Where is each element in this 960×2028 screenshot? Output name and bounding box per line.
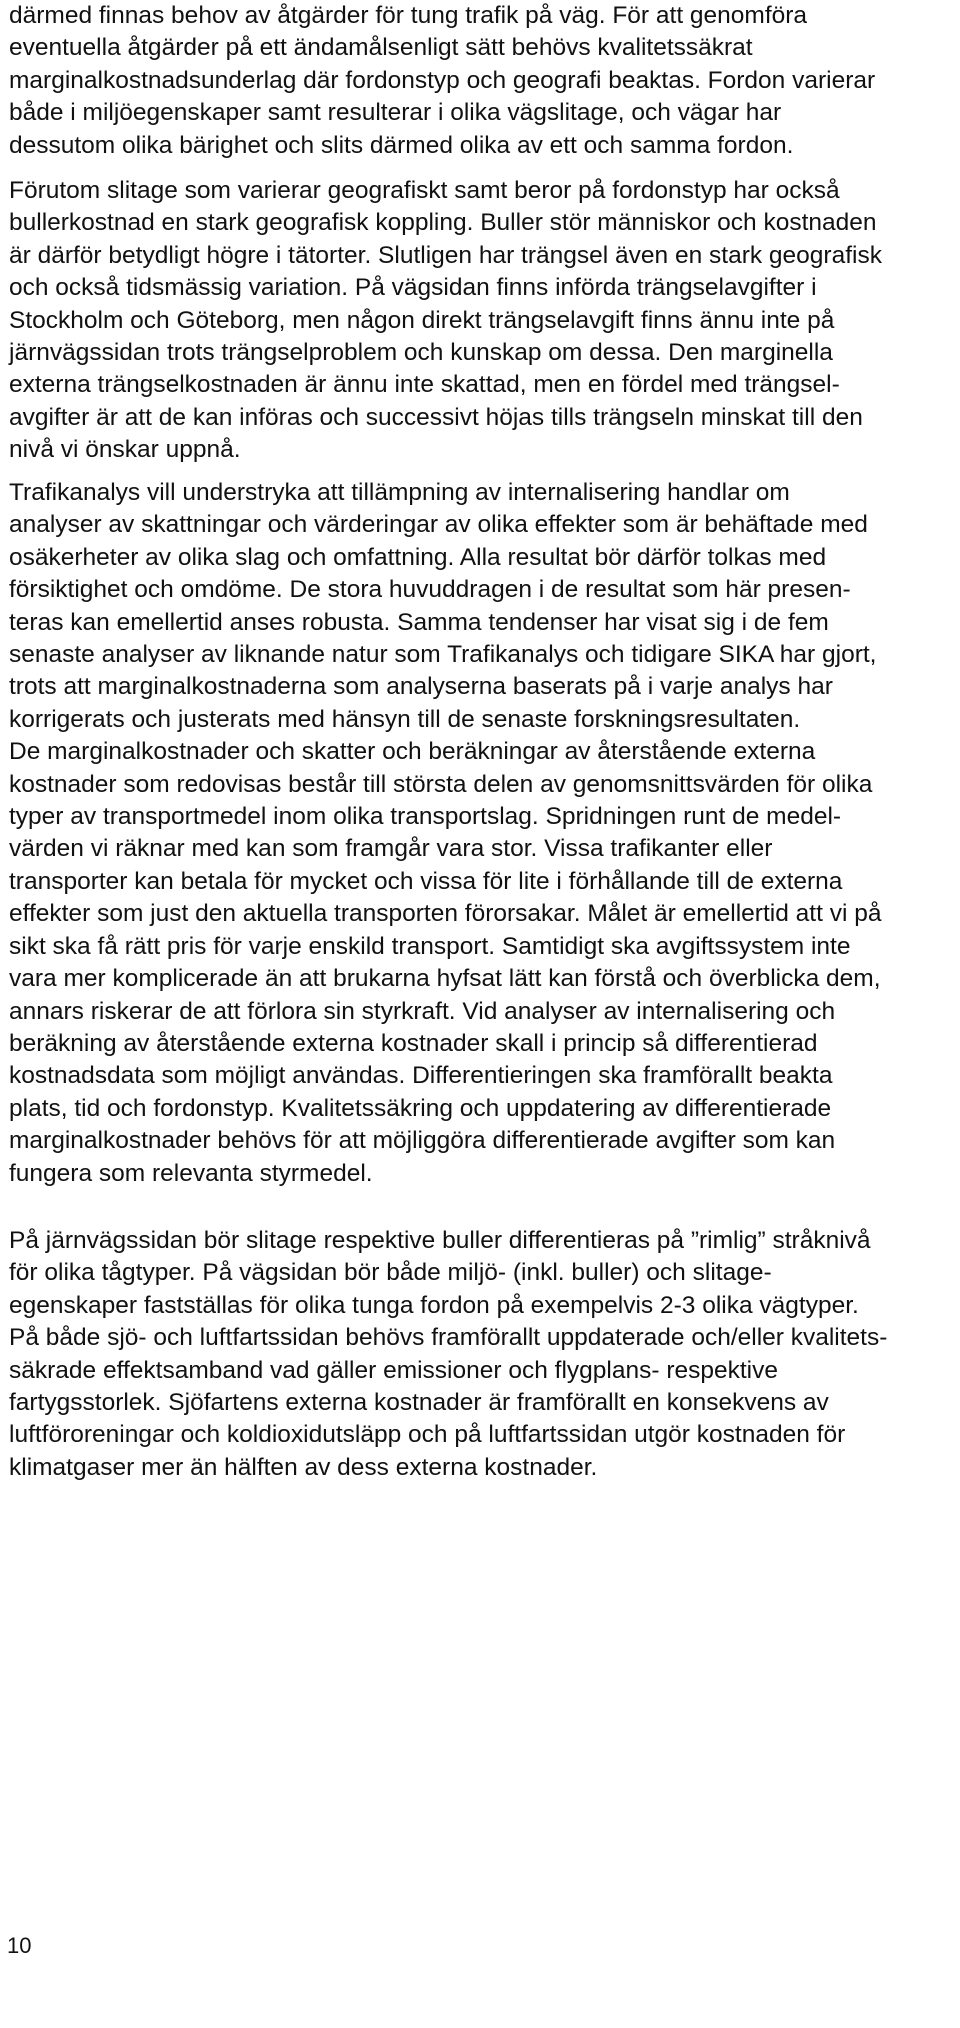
text-line: nivå vi önskar uppnå.	[9, 436, 241, 464]
text-line: sikt ska få rätt pris för varje enskild transport. Samtidigt ska avgiftssystem inte	[9, 932, 851, 960]
text-line: därmed finnas behov av åtgärder för tung trafik på väg. För att genomföra	[9, 2, 808, 29]
text-line: fungera som relevanta styrmedel.	[9, 1159, 373, 1187]
text-line: bullerkostnad en stark geografisk koppling. Buller stör människor och kostnaden	[9, 209, 877, 237]
text-line: klimatgaser mer än hälften av dess externa kostnader.	[9, 1453, 598, 1481]
text-line: marginalkostnadsunderlag där fordonstyp och geografi beaktas. Fordon varierar	[9, 66, 876, 94]
text-line: både i miljöegenskaper samt resulterar i olika vägslitage, och vägar har	[9, 99, 782, 127]
text-line: På både sjö- och luftfartssidan behövs framförallt uppdaterade och/eller kvalitets-	[9, 1324, 888, 1352]
text-line: transporter kan betala för mycket och vissa för lite i förhållande till de externa	[9, 867, 843, 895]
text-line: dessutom olika bärighet och slits därmed olika av ett och samma fordon.	[9, 131, 794, 159]
text-line: annars riskerar de att förlora sin styrkraft. Vid analyser av internalisering och	[9, 997, 836, 1025]
text-line: Trafikanalys vill understryka att tillämpning av internalisering handlar om	[9, 479, 790, 506]
text-line: På järnvägssidan bör slitage respektive buller differentieras på ”rimlig” stråknivå	[9, 1227, 871, 1254]
paragraph-heavy-traffic	[9, 0, 954, 162]
text-line: externa trängselkostnaden är ännu inte skattad, men en fördel med trängsel-	[9, 371, 840, 399]
text-line: eventuella åtgärder på ett ändamålsenligt sätt behövs kvalitetssäkrat	[9, 34, 753, 62]
text-line: och också tidsmässig variation. På vägsidan finns införda trängselavgifter i	[9, 274, 817, 302]
text-line: korrigerats och justerats med hänsyn till de senaste forskningsresultaten.	[9, 705, 801, 733]
text-line: järnvägssidan trots trängselproblem och kunskap om dessa. Den marginella	[9, 339, 833, 367]
text-line: trots att marginalkostnaderna som analyserna baserats på i varje analys har	[9, 673, 833, 701]
text-line: värden vi räknar med kan som framgår vara stor. Vissa trafikanter eller	[9, 835, 773, 863]
text-line: kostnader som redovisas består till största delen av genomsnittsvärden för olika	[9, 770, 873, 798]
text-line: osäkerheter av olika slag och omfattning. Alla resultat bör därför tolkas med	[9, 543, 827, 571]
paragraph-analysis-uncertainty	[9, 477, 954, 1190]
text-line: De marginalkostnader och skatter och beräkningar av återstående externa	[9, 738, 816, 766]
text-line: teras kan emellertid anses robusta. Samma tendenser har visat sig i de fem	[9, 608, 829, 636]
text-line: plats, tid och fordonstyp. Kvalitetssäkring och uppdatering av differentierade	[9, 1094, 832, 1122]
text-line: analyser av skattningar och värderingar av olika effekter som är behäftade med	[9, 511, 868, 539]
text-line: beräkning av återstående externa kostnader skall i princip så differentierad	[9, 1029, 818, 1057]
paragraph-differentiation	[9, 1225, 954, 1484]
paragraph-geographic-variation	[9, 175, 954, 467]
text-line: Förutom slitage som varierar geografiskt samt beror på fordonstyp har också	[9, 177, 840, 204]
text-line: Stockholm och Göteborg, men någon direkt trängselavgift finns ännu inte på	[9, 306, 835, 334]
text-line: är därför betydligt högre i tätorter. Slutligen har trängsel även en stark geografisk	[9, 241, 882, 269]
text-line: typer av transportmedel inom olika transportslag. Spridningen runt de medel-	[9, 803, 842, 831]
text-line: fartygsstorlek. Sjöfartens externa kostnader är framförallt en konsekvens av	[9, 1389, 829, 1417]
text-line: kostnadsdata som möjligt användas. Differentieringen ska framförallt beakta	[9, 1062, 833, 1090]
text-line: marginalkostnader behövs för att möjliggöra differentierade avgifter som kan	[9, 1127, 836, 1155]
text-line: avgifter är att de kan införas och successivt höjas tills trängseln minskat till den	[9, 403, 863, 431]
text-line: säkrade effektsamband vad gäller emissioner och flygplans- respektive	[9, 1356, 778, 1384]
text-line: senaste analyser av liknande natur som Trafikanalys och tidigare SIKA har gjort,	[9, 641, 877, 669]
text-line: vara mer komplicerade än att brukarna hyfsat lätt kan förstå och överblicka dem,	[9, 965, 881, 993]
text-line: effekter som just den aktuella transporten förorsakar. Målet är emellertid att vi på	[9, 900, 882, 928]
text-line: luftföroreningar och koldioxidutsläpp och på luftfartssidan utgör kostnaden för	[9, 1421, 846, 1449]
text-line: försiktighet och omdöme. De stora huvuddragen i de resultat som här presen-	[9, 576, 851, 604]
page-number: 10	[7, 1933, 32, 1958]
text-line: egenskaper fastställas för olika tunga fordon på exempelvis 2-3 olika vägtyper.	[9, 1291, 859, 1319]
text-line: för olika tågtyper. På vägsidan bör både miljö- (inkl. buller) och slitage-	[9, 1259, 772, 1287]
